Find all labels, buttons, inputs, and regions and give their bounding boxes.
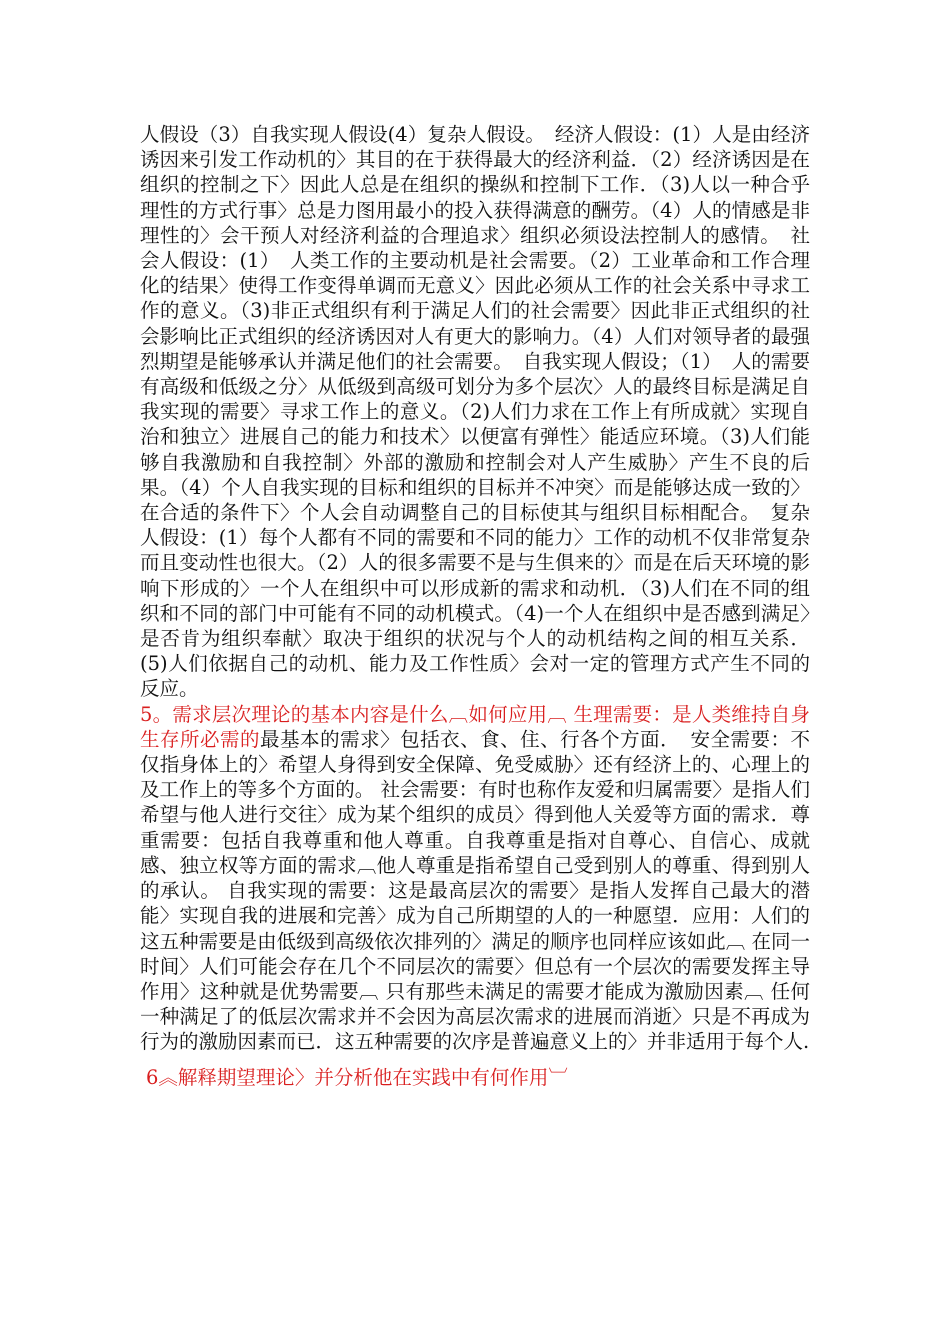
document-page bbox=[140, 122, 810, 1090]
question-6-heading: 6︽解释期望理论〉并分析他在实践中有何作用︺ bbox=[146, 1065, 568, 1089]
section-5-paragraph bbox=[140, 702, 810, 1055]
question-5-heading: 5。需求层次理论的基本内容是什么︹如何应用︹ 生理需要：是人类维持自身生存所必需的 bbox=[140, 702, 810, 751]
section-4-paragraph: 人假设（3）自我实现人假设(4）复杂人假设。 经济人假设：(1）人是由经济诱因来引发工作动机的〉其目的在于获得最大的经济利益．（2）经济诱因是在组织的控制之下〉因此人总是在组织的操纵和控制下工作．（3)人以一种合乎理性的方式行事〉总是力图用最小的投入获得满意的酬劳。（4）人的情感是非理性的〉会干预人对经济利益的合理追求〉组织必须设法控制人的感情。 社会人假设：(1） 人类工作的主要动机是社会需要。（2）工业革命和工作合理化的结果〉使得工作变得单调而无意义〉因此必须从工作的社会关系中寻求工作的意义。（3)非正式组织有利于满足人们的社会需要〉因此非正式组织的社会影响比正式组织的经济诱因对人有更大的影响力。（4）人们对领导者的最强烈期望是能够承认并满足他们的社会需要。 自我实现人假设；（1） 人的需要有高级和低级之分〉从低级到高级可划分为多个层次〉人的最终目标是满足自我实现的需要〉寻求工作上的意义。（2)人们力求在工作上有所成就〉实现自治和独立〉进展自己的能力和技术〉以便富有弹性〉能适应环境。（3)人们能够自我激励和自我控制〉外部的激励和控制会对人产生威胁〉产生不良的后果。（4）个人自我实现的目标和组织的目标并不冲突〉而是能够达成一致的〉在合适的条件下〉个人会自动调整自己的目标使其与组织目标相配合。 复杂人假设：(1）每个人都有不同的需要和不同的能力〉工作的动机不仅非常复杂而且变动性也很大。（2）人的很多需要不是与生俱来的〉而是在后天环境的影响下形成的〉一个人在组织中可以形成新的需求和动机．（3)人们在不同的组织和不同的部门中可能有不同的动机模式。（4)一个人在组织中是否感到满足〉是否肯为组织奉献〉取决于组织的状况与个人的动机结构之间的相互关系．(5)人们依据自己的动机、能力及工作性质〉会对一定的管理方式产生不同的反应。 bbox=[140, 123, 810, 701]
question-5-answer: 最基本的需求〉包括衣、食、住、行各个方面． 安全需要：不仅指身体上的〉希望人身得到安全保障、免受威胁〉还有经济上的、心理上的及工作上的等多个方面的。 社会需要：有时也称作友爱和归属需要〉是指人们希望与他人进行交往〉成为某个组织的成员〉得到他人关爱等方面的需求．尊重需要：包括自我尊重和他人尊重。自我尊重是指对自尊心、自信心、成就感、独立权等方面的需求︹他人尊重是指希望自己受到别人的尊重、得到别人的承认。 自我实现的需要：这是最高层次的需要〉是指人发挥自己最大的潜能〉实现自我的进展和完善〉成为自己所期望的人的一种愿望．应用：人们的这五种需要是由低级到高级依次排列的〉满足的顺序也同样应该如此︹ 在同一时间〉人们可能会存在几个不同层次的需要〉但总有一个层次的需要发挥主导作用〉这种就是优势需要︹ 只有那些未满足的需要才能成为激励因素︹ 任何一种满足了的低层次需求并不会因为高层次需求的进展而消逝〉只是不再成为行为的激励因素而已．这五种需要的次序是普遍意义上的〉并非适用于每个人. bbox=[140, 727, 810, 1054]
